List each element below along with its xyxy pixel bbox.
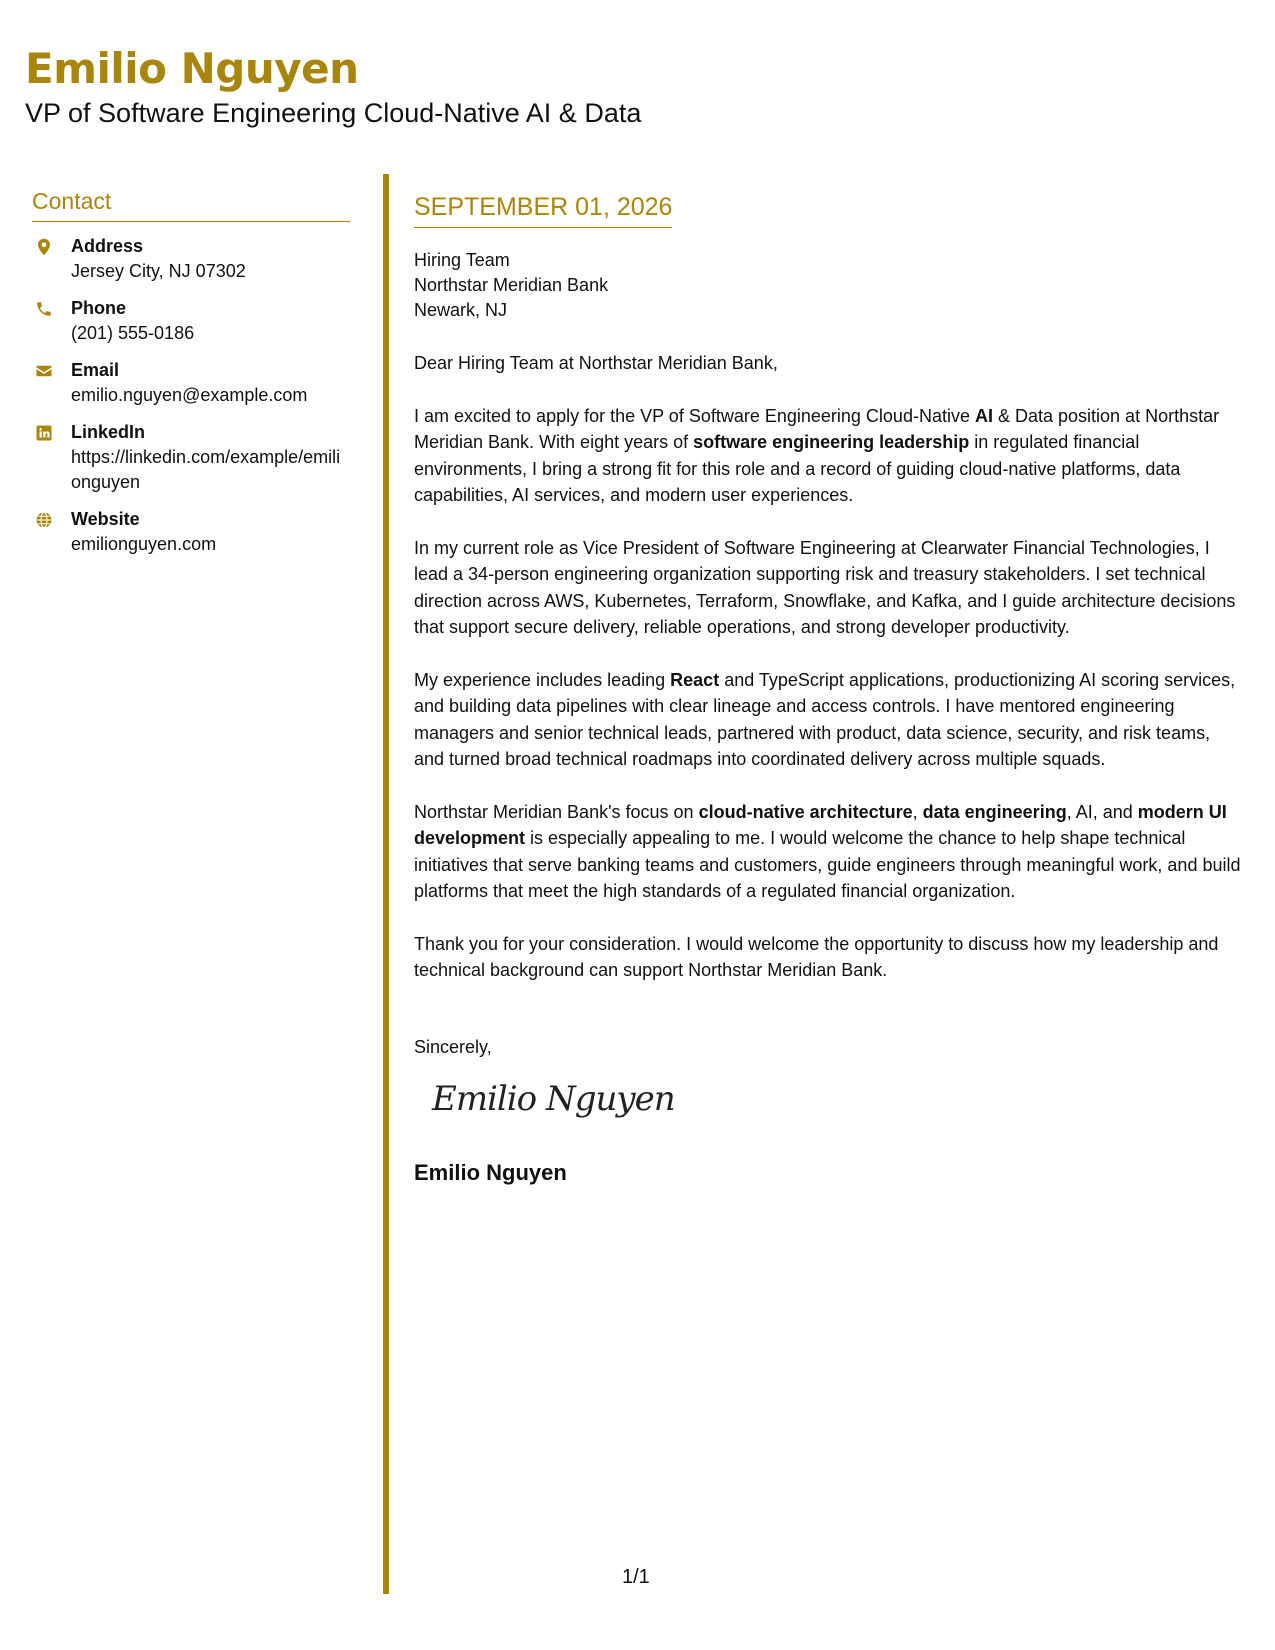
letter-date: SEPTEMBER 01, 2026 <box>414 192 672 228</box>
bold-text: cloud-native architecture <box>698 801 913 822</box>
bold-text: AI <box>974 405 993 426</box>
paragraph <box>414 667 1244 773</box>
contact-website <box>32 507 350 557</box>
paragraph-text: in regulated financial environments, I bring a strong fit for this role and a record of guiding cloud-native platforms, data capabilities, AI services, and modern user experiences. <box>414 432 1181 505</box>
paragraph <box>414 799 1244 905</box>
contact-label: Website <box>71 509 140 529</box>
contact-sidebar <box>32 188 350 557</box>
contact-label: Phone <box>71 298 127 318</box>
paragraph-text: Thank you for your consideration. I would welcome the opportunity to discuss how my leadership and technical background can support Northstar Meridian Bank. <box>414 933 1219 980</box>
paragraph <box>414 403 1244 509</box>
paragraph-text: I am excited to apply for the VP of Software Engineering Cloud-Native <box>414 405 975 426</box>
vertical-divider <box>383 174 389 1594</box>
paragraph-text: & Data position at Northstar Meridian Bank. With eight years of <box>414 405 1220 452</box>
bold-text: software engineering leadership <box>693 432 970 452</box>
paragraph-text: is especially appealing to me. I would welcome the chance to help shape technical initiatives that serve banking teams and customers, guide engineers through meaningful work, and build platforms that meet the high standards of a regulated financial organization. <box>414 828 1241 901</box>
paragraph-text: , AI, and <box>1066 801 1138 822</box>
applicant-name: Emilio Nguyen <box>25 44 359 93</box>
signed-name: Emilio Nguyen <box>414 1160 567 1185</box>
contact-phone <box>32 296 350 346</box>
contact-email <box>32 358 350 408</box>
paragraph <box>414 931 1244 984</box>
recipient-block <box>414 248 1244 323</box>
contact-value: (201) 555-0186 <box>71 323 195 343</box>
recipient-line: Northstar Meridian Bank <box>414 275 609 295</box>
contact-value[interactable]: https://linkedin.com/example/emilionguyen <box>71 447 341 492</box>
paragraph-text: and TypeScript applications, productionizing AI scoring services, and building data pipelines with clear lineage and access controls. I have mentored engineering managers and senior technical leads, partnered with product, data science, security, and risk teams, and turned broad technical roadmaps into coordinated delivery across multiple squads. <box>414 669 1236 769</box>
paragraph-text: My experience includes leading <box>414 669 671 690</box>
globe-icon <box>35 511 53 529</box>
letter-body <box>414 192 1244 1187</box>
phone-icon <box>35 300 53 318</box>
map-pin-icon <box>35 238 53 256</box>
bold-text: data engineering <box>922 801 1067 822</box>
contact-label: Email <box>71 360 120 380</box>
recipient-line: Hiring Team <box>414 250 510 270</box>
page-number: 1/1 <box>622 1566 650 1588</box>
recipient-line: Newark, NJ <box>414 300 508 320</box>
paragraph-text: In my current role as Vice President of Software Engineering at Clearwater Financial Technologies, I lead a 34-person engineering organization supporting risk and treasury stakeholders. I set technical direction across AWS, Kubernetes, Terraform, Snowflake, and Kafka, and I guide architecture decisions that support secure delivery, reliable operations, and strong developer productivity. <box>414 537 1236 637</box>
bold-text: React <box>670 669 720 690</box>
paragraph-text: , <box>912 801 923 822</box>
linkedin-icon <box>35 424 53 442</box>
contact-value: Jersey City, NJ 07302 <box>71 261 246 281</box>
contact-label: Address <box>71 236 144 256</box>
envelope-icon <box>35 362 53 380</box>
paragraph-text: Northstar Meridian Bank's focus on <box>414 801 699 822</box>
contact-value: emilio.nguyen@example.com <box>71 385 308 405</box>
salutation: Dear Hiring Team at Northstar Meridian Bank, <box>414 353 778 373</box>
contact-value[interactable]: emilionguyen.com <box>71 534 217 554</box>
contact-linkedin <box>32 420 350 495</box>
paragraph <box>414 535 1244 641</box>
contact-label: LinkedIn <box>71 422 146 442</box>
handwritten-signature: Emilio Nguyen <box>432 1079 675 1119</box>
job-title: VP of Software Engineering Cloud-Native AI & Data <box>25 98 642 128</box>
contact-address <box>32 234 350 284</box>
closing: Sincerely, <box>414 1036 492 1057</box>
bold-text: modern UI development <box>414 801 1227 848</box>
contact-heading: Contact <box>32 188 350 222</box>
